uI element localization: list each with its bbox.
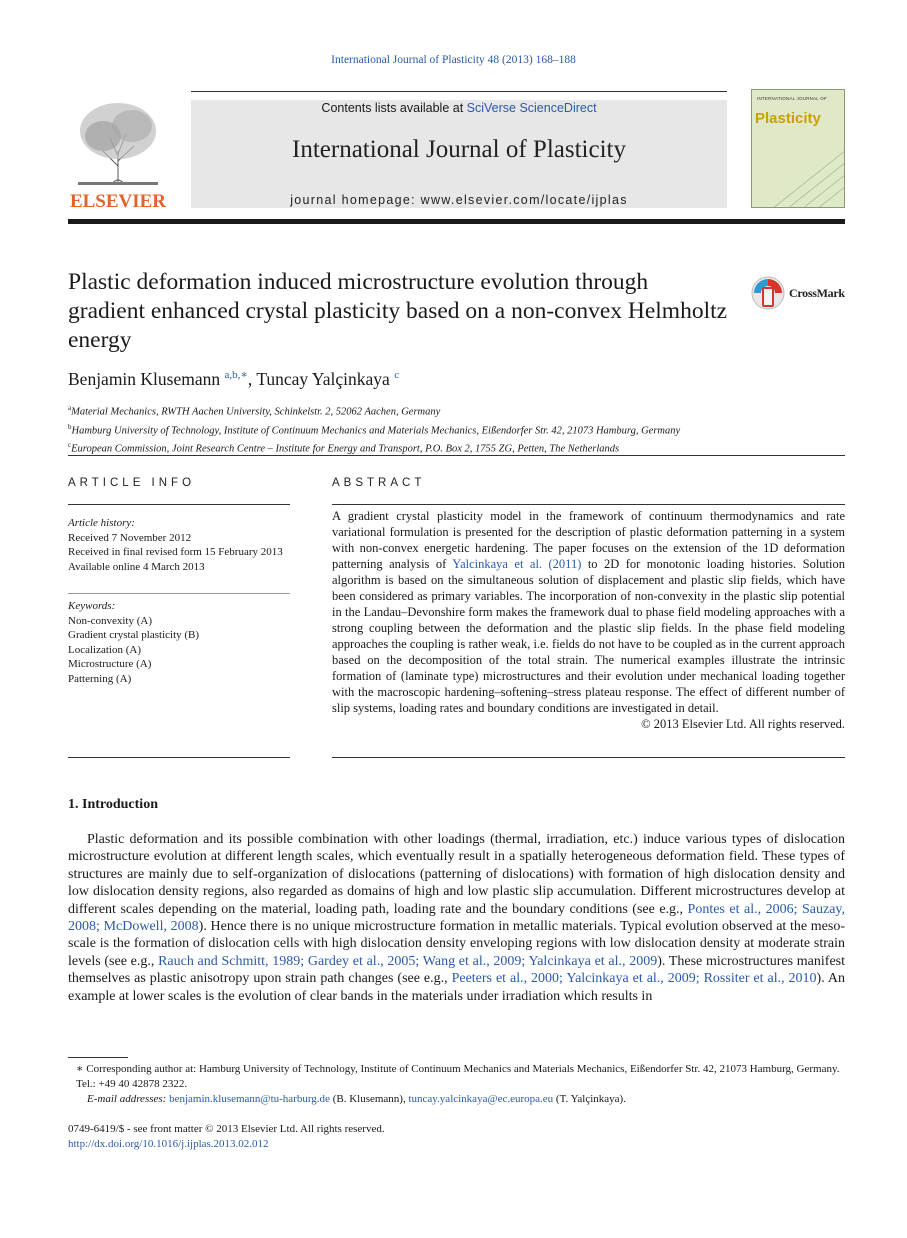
cover-pattern-icon	[752, 90, 845, 208]
journal-homepage	[191, 193, 727, 207]
footnotes	[68, 1062, 845, 1107]
keywords-rule	[68, 593, 290, 594]
article-info-bottom-rule	[68, 757, 290, 758]
abstract-copyright: © 2013 Elsevier Ltd. All rights reserved.	[641, 717, 845, 731]
history-revised: Received in final revised form 15 February 2013	[68, 546, 283, 558]
doi-link[interactable]: http://dx.doi.org/10.1016/j.ijplas.2013.02.012	[68, 1138, 269, 1150]
crossmark-badge[interactable]	[751, 276, 847, 312]
journal-reference[interactable]: International Journal of Plasticity 48 (2013) 168–188	[331, 54, 576, 66]
section-heading-introduction: 1. Introduction	[68, 797, 158, 812]
keyword-item: Gradient crystal plasticity (B)	[68, 629, 200, 641]
author-yalcinkaya[interactable]: Tuncay Yalçinkaya	[256, 368, 390, 389]
introduction-paragraph: Plastic deformation and its possible combination with other loadings (thermal, irradiation, etc.) induce various types of dislocation microstructure evolution at different length scales, which eventually result in a spatially heterogeneous deformation field. These types of structures are mainly due to self-organization of dislocations (patterning of dislocations) with formation of high dislocation density and low dislocation density regions, also regarded as domains of high and low plastic slip accumulation. Different microstructures develop at different scales depending on the material, loading path, loading rate and the boundary conditions (see e.g., Pontes et al., 2006; Sauzay, 2008; McDowell, 2008). Hence there is no unique microstructure formation in metallic materials. Typical evolution observed at the meso-scale is the formation of dislocation cells with high dislocation density enveloping regions with low dislocation density at moderate strain levels (see e.g., Rauch and Schmitt, 1989; Gardey et al., 2005; Wang et al., 2009; Yalcinkaya et al., 2009). These microstructures manifest themselves as plastic anisotropy upon strain path changes (see e.g., Peeters et al., 2000; Yalcinkaya et al., 2009; Rossiter et al., 2010). An example at lower scales is the evolution of clear bands in the materials under irradiation which results in	[68, 832, 846, 1004]
homepage-url[interactable]: www.elsevier.com/locate/ijplas	[420, 193, 628, 207]
banner-top-rule	[191, 91, 727, 92]
affiliation-c: $^c$European Commission, Joint Research Centre – Institute for Energy and Transport, P.O. Box 2, 1755 ZG, Petten, The Netherlands	[68, 441, 620, 455]
email-link[interactable]: tuncay.yalcinkaya@ec.europa.eu	[408, 1093, 554, 1105]
author1-affiliation-marks[interactable]: a,b,∗	[224, 369, 248, 381]
citation-link[interactable]: Yalcinkaya et al. (2011)	[452, 557, 582, 571]
contents-prefix: Contents lists available at	[321, 101, 467, 115]
crossmark-label: CrossMark	[789, 286, 845, 300]
author-list	[68, 368, 399, 390]
history-received: Received 7 November 2012	[68, 531, 192, 544]
author2-affiliation-marks[interactable]: c	[394, 369, 400, 381]
keyword-item: Microstructure (A)	[68, 658, 152, 670]
issn-line: 0749-6419/$ - see front matter © 2013 Elsevier Ltd. All rights reserved.	[68, 1123, 385, 1135]
affiliations	[68, 401, 858, 457]
keyword-item: Localization (A)	[68, 643, 141, 656]
contents-line	[191, 101, 727, 115]
article-info-rule	[68, 504, 290, 505]
author-klusemann[interactable]: Benjamin Klusemann	[68, 368, 221, 389]
corresponding-author-note: ∗ Corresponding author at: Hamburg University of Technology, Institute of Continuum Mechanics and Materials Mechanics, Eißendorfer Str. 42, 21073 Hamburg, Germany. Tel.: +49 40 42878 2322.	[76, 1063, 840, 1090]
affiliation-rule	[68, 455, 845, 456]
affiliation-b: $^b$Hamburg University of Technology, Institute of Continuum Mechanics and Materials Mechanics, Eißendorfer Str. 42, 21073 Hamburg, Germany	[68, 422, 681, 436]
author-separator: ,	[247, 368, 257, 389]
article-title: Plastic deformation induced microstructure evolution through gradient enhanced crystal plasticity based on a non-convex Helmholtz energy	[68, 269, 728, 353]
citation-link[interactable]: Peeters et al., 2000; Yalcinkaya et al., 2009; Rossiter et al., 2010	[451, 971, 817, 987]
history-online: Available online 4 March 2013	[68, 560, 205, 573]
history-label: Article history:	[68, 517, 135, 529]
article-info-heading: ARTICLE INFO	[68, 477, 196, 489]
citation-link[interactable]: Pontes et al., 2006; Sauzay, 2008; McDowell, 2008	[68, 901, 846, 935]
cover-small-text: INTERNATIONAL JOURNAL OF	[757, 96, 827, 101]
elsevier-tree-icon	[68, 96, 168, 211]
crossmark-icon	[751, 276, 785, 310]
email-link[interactable]: benjamin.klusemann@tu-harburg.de	[169, 1093, 330, 1105]
citation-link[interactable]: Rauch and Schmitt, 1989; Gardey et al., 2005; Wang et al., 2009; Yalcinkaya et al., 2009	[158, 953, 658, 969]
affiliation-a: $^a$Material Mechanics, RWTH Aachen University, Schinkelstr. 2, 52062 Aachen, Germany	[68, 404, 441, 418]
keywords	[68, 599, 290, 686]
header-thick-rule	[68, 219, 845, 224]
sciencedirect-link[interactable]: SciVerse ScienceDirect	[466, 101, 597, 115]
publisher-name: ELSEVIER	[69, 191, 167, 211]
front-matter	[68, 1122, 385, 1152]
keyword-item: Non-convexity (A)	[68, 614, 153, 627]
abstract-body: A gradient crystal plasticity model in the framework of continuum thermodynamics and rate variational formulation is presented for the description of plastic deformation patterning in a system with non-convex energetic hardening. The paper focuses on the extension of the 1D deformation patterning analysis of Yalcinkaya et al. (2011) to 2D for monotonic loading histories. Solution algorithm is based on the simultaneous solution of displacement and plastic slip fields, which have been considered as primary variables. The incorporation of non-convexity in the plastic slip potential in the Landau–Devonshire form makes the framework dual to phase field modeling approaches with a strong coupling between the deformation and the plastic slip fields. In the phase field modeling approaches the coupling is rather weak, i.e. fields do not have to be coupled as in the current approach based on the decomposition of the total strain. The numerical examples illustrate the intrinsic formation of (laminate type) microstructures and their evolution under mechanical loading together with the macroscopic hardening–softening–stress plateau response. The effect of different number of slip systems, loading rates and boundary conditions are investigated in detail. © 2013 Elsevier Ltd. All rights reserved.	[332, 509, 845, 731]
abstract-bottom-rule	[332, 757, 845, 758]
email-addresses: E-mail addresses: benjamin.klusemann@tu-harburg.de (B. Klusemann), tuncay.yalcinkaya@ec.europa.eu (T. Yalçinkaya).	[87, 1093, 626, 1105]
article-history	[68, 516, 290, 574]
keyword-item: Patterning (A)	[68, 672, 132, 685]
abstract-heading: ABSTRACT	[332, 477, 426, 489]
journal-cover[interactable]	[751, 89, 845, 208]
abstract-rule	[332, 504, 845, 505]
keywords-label: Keywords:	[68, 600, 116, 612]
footnote-rule	[68, 1057, 128, 1058]
elsevier-logo	[68, 96, 168, 211]
homepage-prefix: journal homepage:	[290, 193, 421, 207]
journal-title: International Journal of Plasticity	[292, 136, 626, 163]
cover-journal-name: Plasticity	[755, 110, 821, 127]
